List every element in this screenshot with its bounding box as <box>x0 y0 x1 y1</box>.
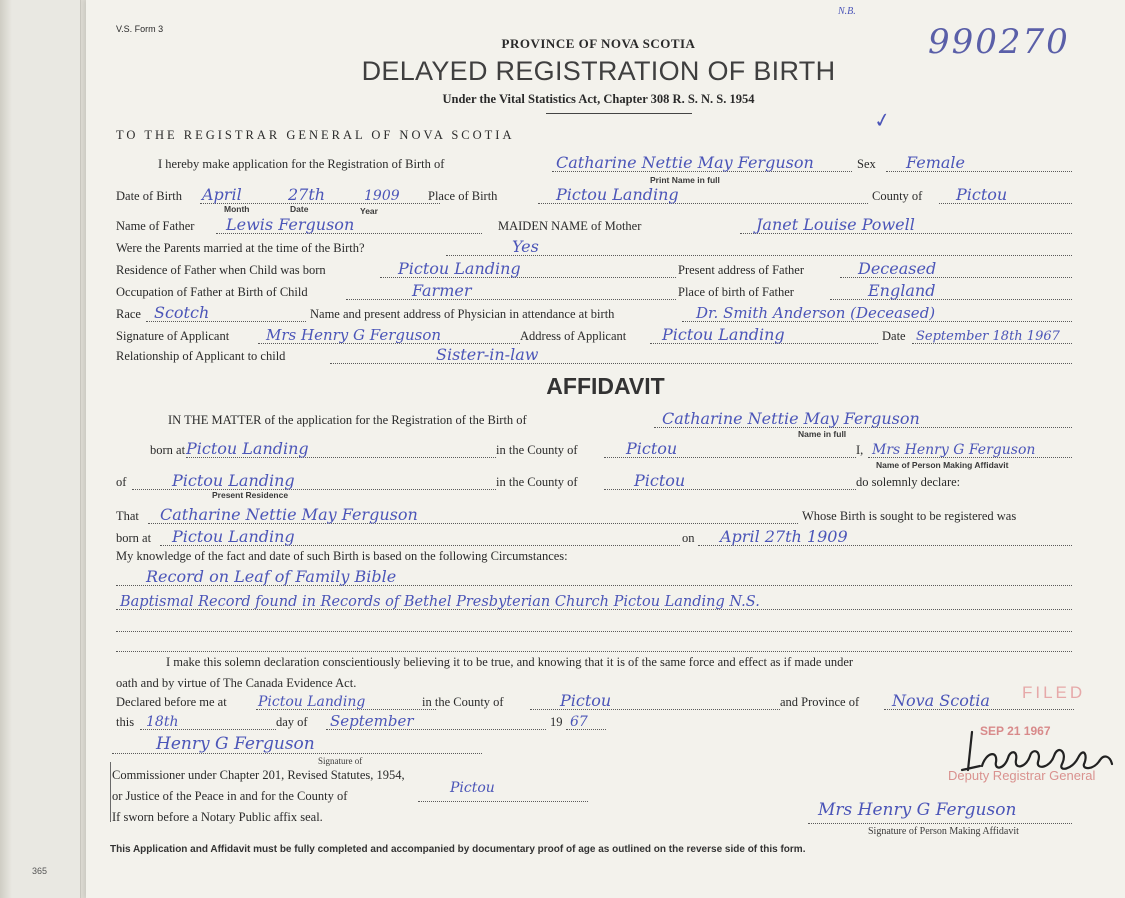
sex-field[interactable]: Female <box>906 153 965 172</box>
dots <box>346 298 676 300</box>
that-label: That <box>116 509 139 523</box>
row-applicant <box>116 326 1072 346</box>
row-born-at-2 <box>116 528 1072 548</box>
year-suffix-field[interactable]: 67 <box>570 714 588 730</box>
form-title: DELAYED REGISTRATION OF BIRTH <box>361 56 836 86</box>
mother-field[interactable]: Janet Louise Powell <box>756 215 915 234</box>
this-day-field[interactable]: 18th <box>146 714 179 730</box>
present-address-field[interactable]: Deceased <box>858 259 937 278</box>
residence-caption: Present Residence <box>212 490 289 500</box>
province-field[interactable]: Nova Scotia <box>892 691 990 710</box>
row-that <box>116 506 1072 526</box>
dots <box>116 630 1072 632</box>
born-at2-field[interactable]: Pictou Landing <box>172 527 295 546</box>
circumstance-1-field[interactable]: Record on Leaf of Family Bible <box>146 567 397 586</box>
relationship-label: Relationship of Applicant to child <box>116 349 286 363</box>
county-label-aff: in the County of <box>496 443 578 457</box>
registration-number: 990270 <box>928 22 1070 62</box>
row-circumstance-1 <box>116 568 1072 588</box>
commissioner-bracket <box>110 762 111 822</box>
page-number: 365 <box>32 866 48 876</box>
on-label: on <box>682 531 695 545</box>
row-occupation <box>116 282 1072 302</box>
row-relationship <box>116 346 1072 366</box>
justice-county-field[interactable]: Pictou <box>450 780 495 796</box>
residence-father-label: Residence of Father when Child was born <box>116 263 326 277</box>
solemn-line-2: oath and by virtue of The Canada Evidence Act. <box>116 676 357 690</box>
print-name-caption: Print Name in full <box>650 175 720 185</box>
declare-label: do solemnly declare: <box>856 475 961 489</box>
father-label: Name of Father <box>116 219 195 233</box>
dob-month-field[interactable]: April <box>202 185 242 204</box>
born-at2-label: born at <box>116 531 152 545</box>
place-label: Place of Birth <box>428 189 498 203</box>
row-commissioner-sig <box>116 736 1072 756</box>
of-label: of <box>116 475 127 489</box>
affiant-signature[interactable]: Mrs Henry G Ferguson <box>818 800 1017 820</box>
i-label: I, <box>856 443 864 457</box>
nb-annotation: N.B. <box>838 6 856 17</box>
addressee-line: TO THE REGISTRAR GENERAL OF NOVA SCOTIA <box>116 128 515 142</box>
page-edge-shadow <box>0 0 12 898</box>
month-field[interactable]: September <box>330 712 414 730</box>
row-birth <box>116 186 1072 206</box>
check-mark: ✓ <box>872 108 893 134</box>
adjacent-page-strip <box>0 0 81 898</box>
place-field[interactable]: Pictou Landing <box>556 185 679 204</box>
justice-line: or Justice of the Peace in and for the County of <box>112 789 348 803</box>
sex-label: Sex <box>857 157 876 171</box>
county-field[interactable]: Pictou <box>956 185 1008 204</box>
filed-date-stamp: SEP 21 1967 <box>980 724 1051 738</box>
row-this-day <box>116 712 1072 732</box>
occupation-field[interactable]: Farmer <box>412 281 472 300</box>
occupation-label: Occupation of Father at Birth of Child <box>116 285 308 299</box>
deponent-field[interactable]: Mrs Henry G Ferguson <box>872 442 1036 458</box>
row-declared <box>116 692 1072 712</box>
physician-field[interactable]: Dr. Smith Anderson (Deceased) <box>696 304 936 322</box>
row-child-name <box>116 154 1072 174</box>
justice-county-line <box>418 801 588 802</box>
day-of-label: day of <box>276 715 308 729</box>
physician-label: Name and present address of Physician in attendance at birth <box>310 307 615 321</box>
matter-label: IN THE MATTER of the application for the Registration of the Birth of <box>168 413 527 427</box>
applicant-sig-label: Signature of Applicant <box>116 329 230 343</box>
deputy-registrar-stamp: Deputy Registrar General <box>948 768 1096 783</box>
row-matter <box>116 410 1072 430</box>
race-label: Race <box>116 307 141 321</box>
county-field-aff[interactable]: Pictou <box>626 439 678 458</box>
applicant-sig-field[interactable]: Mrs Henry G Ferguson <box>266 326 442 344</box>
date-caption: Date <box>290 204 309 214</box>
affiant-signature-line <box>808 823 1072 824</box>
date-field[interactable]: September 18th 1967 <box>916 329 1060 344</box>
county-label: County of <box>872 189 923 203</box>
born-at-label: born at <box>150 443 186 457</box>
name-in-full-caption: Name in full <box>798 429 847 439</box>
child-name-field[interactable]: Catharine Nettie May Ferguson <box>556 153 814 172</box>
this-label: this <box>116 715 135 729</box>
race-field[interactable]: Scotch <box>154 303 210 322</box>
footer-instructions: This Application and Affidavit must be fully completed and accompanied by documentary proof of age as outlined on the reverse side of this form. <box>110 844 806 855</box>
father-birthplace-field[interactable]: England <box>868 281 936 300</box>
county2-field[interactable]: Pictou <box>634 471 686 490</box>
row-circumstance-4 <box>116 634 1072 654</box>
whose-label: Whose Birth is sought to be registered was <box>802 509 1017 523</box>
affidavit-heading: AFFIDAVIT <box>546 373 665 399</box>
row-circumstance-3 <box>116 614 1072 634</box>
form-number: V.S. Form 3 <box>116 24 164 34</box>
married-label: Were the Parents married at the time of the Birth? <box>116 241 365 255</box>
notary-line: If sworn before a Notary Public affix seal. <box>112 810 323 824</box>
dob-date-field[interactable]: 27th <box>288 185 326 204</box>
row-parents <box>116 216 1072 236</box>
born-at-field[interactable]: Pictou Landing <box>186 439 309 458</box>
circumstance-2-field[interactable]: Baptismal Record found in Records of Bethel Presbyterian Church Pictou Landing N.S. <box>120 594 760 610</box>
month-caption: Month <box>224 204 250 214</box>
declared-county-label: in the County of <box>422 695 504 709</box>
county2-label: in the County of <box>496 475 578 489</box>
row-race <box>116 304 1072 324</box>
row-of <box>116 472 1072 492</box>
married-field[interactable]: Yes <box>512 237 539 256</box>
dob-year-field[interactable]: 1909 <box>364 188 400 204</box>
father-field[interactable]: Lewis Ferguson <box>226 215 355 234</box>
deponent-caption: Name of Person Making Affidavit <box>876 460 1009 470</box>
commissioner-signature[interactable]: Henry G Ferguson <box>156 734 315 754</box>
commissioner-line: Commissioner under Chapter 201, Revised Statutes, 1954, <box>112 768 405 782</box>
row-knowledge <box>116 546 1072 566</box>
intro-label: I hereby make application for the Registration of Birth of <box>158 157 445 171</box>
solemn-line-1: I make this solemn declaration conscientiously believing it to be true, and knowing that it is of the same force and effect as if made under <box>166 655 854 669</box>
on-date-field[interactable]: April 27th 1909 <box>720 527 848 546</box>
signature-of-caption: Signature of <box>318 756 363 766</box>
row-residence <box>116 260 1072 280</box>
affiant-caption: Signature of Person Making Affidavit <box>868 826 1019 837</box>
matter-name-field[interactable]: Catharine Nettie May Ferguson <box>662 409 920 428</box>
year-caption: Year <box>360 206 378 216</box>
residence-field[interactable]: Pictou Landing <box>172 471 295 490</box>
form-subtitle: Under the Vital Statistics Act, Chapter 308 R. S. N. S. 1954 <box>442 92 755 106</box>
province-heading: PROVINCE OF NOVA SCOTIA <box>501 36 696 51</box>
declared-county-field[interactable]: Pictou <box>560 691 612 710</box>
father-birthplace-label: Place of birth of Father <box>678 285 794 299</box>
row-circumstance-2 <box>116 592 1072 612</box>
that-name-field[interactable]: Catharine Nettie May Ferguson <box>160 505 418 524</box>
dots <box>446 254 1072 256</box>
row-married <box>116 238 1072 258</box>
declared-at-field[interactable]: Pictou Landing <box>258 694 366 710</box>
knowledge-label: My knowledge of the fact and date of such Birth is based on the following Circumstances: <box>116 549 568 563</box>
present-address-label: Present address of Father <box>678 263 805 277</box>
dots <box>830 298 1072 300</box>
date-label: Date <box>882 329 906 343</box>
title-rule <box>546 113 692 114</box>
row-born-at <box>116 440 1072 460</box>
declared-label: Declared before me at <box>116 695 227 709</box>
relationship-field[interactable]: Sister-in-law <box>436 345 539 364</box>
solemn-declaration <box>116 652 1076 694</box>
registrar-signature <box>938 726 1125 776</box>
province-label: and Province of <box>780 695 860 709</box>
mother-label: MAIDEN NAME of Mother <box>498 219 642 233</box>
residence-father-field[interactable]: Pictou Landing <box>398 259 521 278</box>
applicant-address-field[interactable]: Pictou Landing <box>662 325 785 344</box>
filed-stamp: FILED <box>1022 683 1086 702</box>
applicant-address-label: Address of Applicant <box>520 329 627 343</box>
year-prefix: 19 <box>550 715 563 729</box>
dob-label: Date of Birth <box>116 189 182 203</box>
